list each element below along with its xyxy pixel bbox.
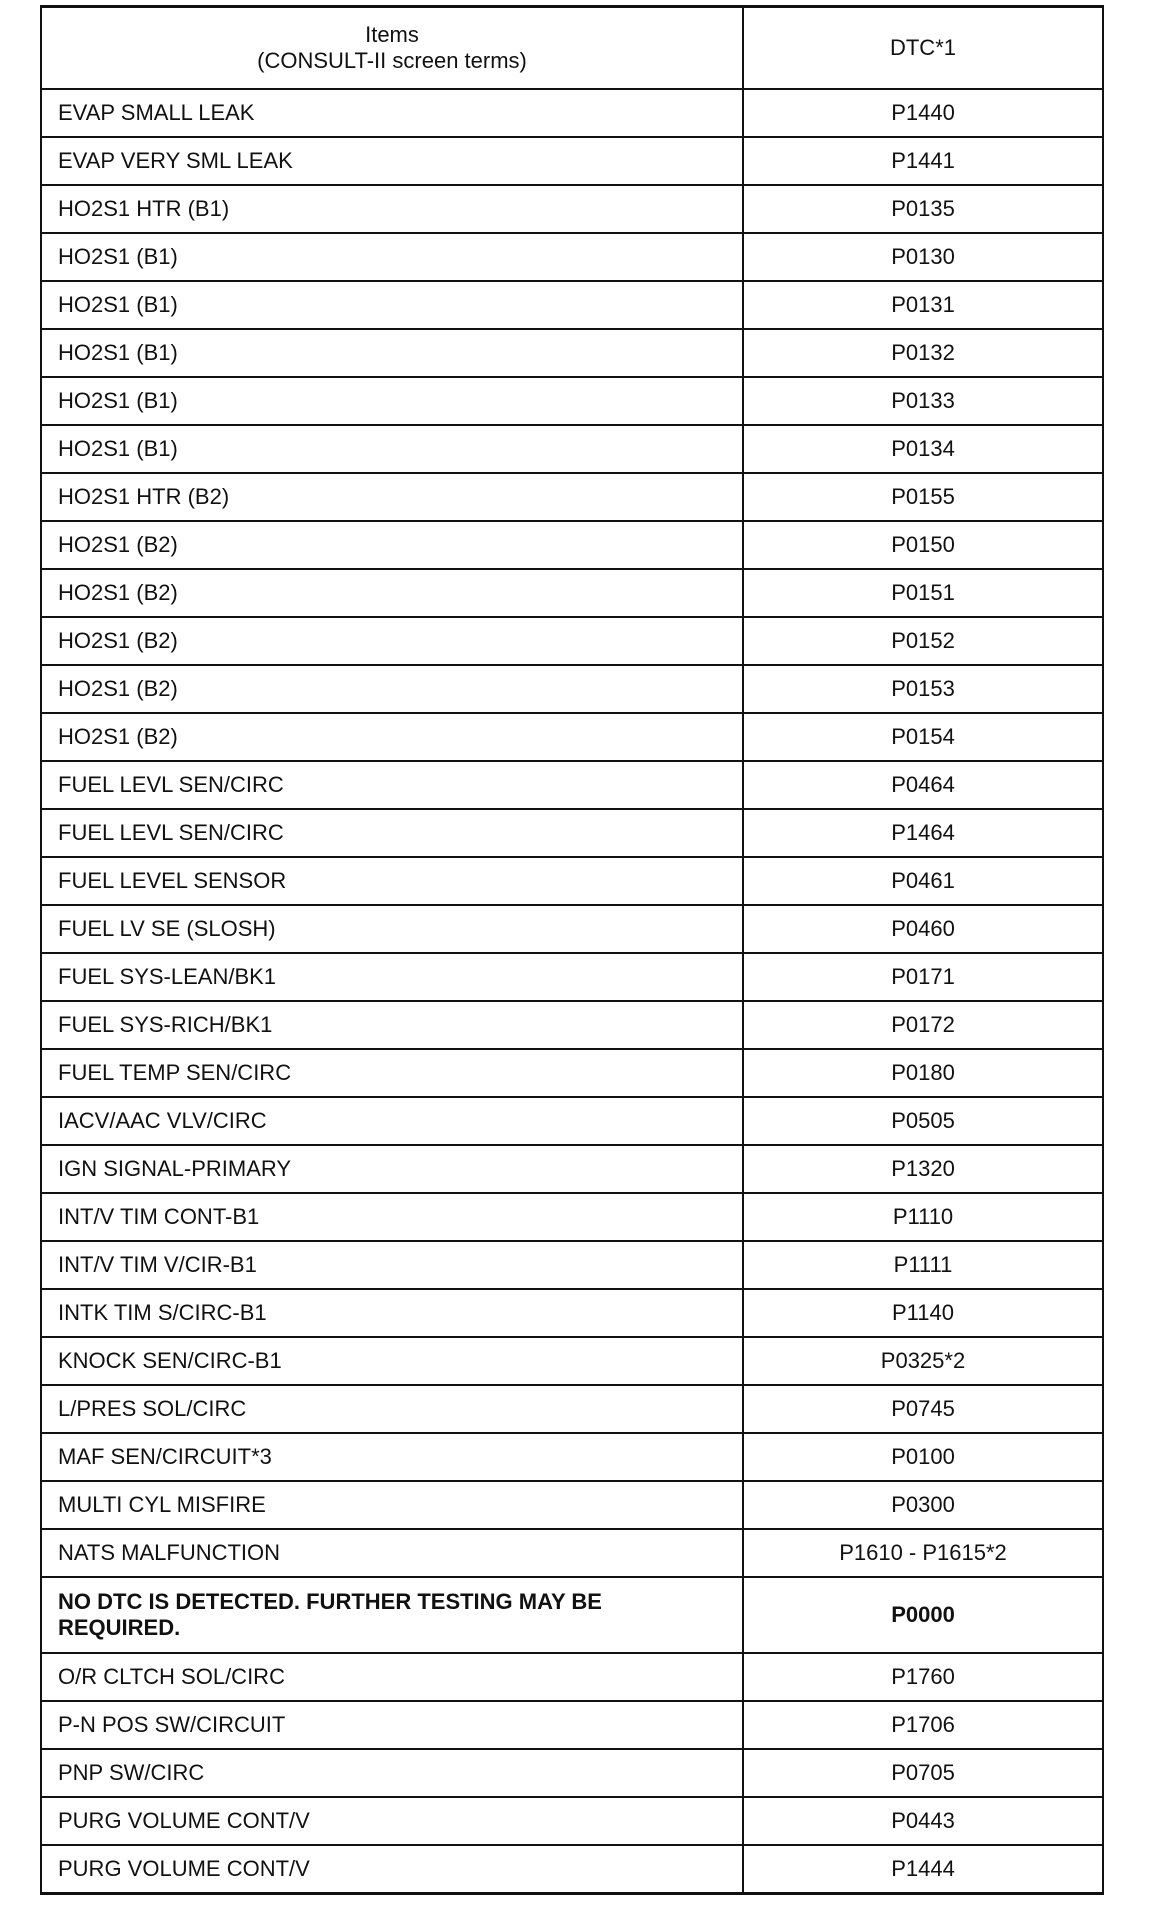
item-cell: HO2S1 (B2): [41, 569, 743, 617]
dtc-cell: P0150: [743, 521, 1103, 569]
item-cell: INTK TIM S/CIRC-B1: [41, 1289, 743, 1337]
dtc-cell: P0131: [743, 281, 1103, 329]
item-cell: NO DTC IS DETECTED. FURTHER TESTING MAY BE REQUIRED.: [41, 1577, 743, 1653]
item-cell: FUEL LEVEL SENSOR: [41, 857, 743, 905]
table-row: [41, 1481, 1103, 1529]
item-cell: INT/V TIM CONT-B1: [41, 1193, 743, 1241]
table-row: [41, 1653, 1103, 1701]
item-cell: HO2S1 HTR (B2): [41, 473, 743, 521]
table-row: [41, 569, 1103, 617]
dtc-cell: P0000: [743, 1577, 1103, 1653]
table-row: [41, 473, 1103, 521]
table-row: [41, 185, 1103, 233]
item-cell: EVAP VERY SML LEAK: [41, 137, 743, 185]
dtc-cell: P1444: [743, 1845, 1103, 1894]
item-cell: MULTI CYL MISFIRE: [41, 1481, 743, 1529]
dtc-cell: P0180: [743, 1049, 1103, 1097]
item-cell: INT/V TIM V/CIR-B1: [41, 1241, 743, 1289]
item-cell: HO2S1 (B1): [41, 377, 743, 425]
table-header: [41, 7, 1103, 90]
dtc-cell: P0325*2: [743, 1337, 1103, 1385]
item-cell: PURG VOLUME CONT/V: [41, 1797, 743, 1845]
item-cell: HO2S1 (B2): [41, 713, 743, 761]
dtc-cell: P1320: [743, 1145, 1103, 1193]
dtc-cell: P1110: [743, 1193, 1103, 1241]
table-row: [41, 1577, 1103, 1653]
item-cell: FUEL LV SE (SLOSH): [41, 905, 743, 953]
dtc-cell: P0172: [743, 1001, 1103, 1049]
item-cell: HO2S1 (B2): [41, 617, 743, 665]
item-cell: IGN SIGNAL-PRIMARY: [41, 1145, 743, 1193]
table-row: [41, 953, 1103, 1001]
table-row: [41, 89, 1103, 137]
dtc-cell: P0152: [743, 617, 1103, 665]
table-row: [41, 857, 1103, 905]
table-row: [41, 1749, 1103, 1797]
table-row: [41, 1049, 1103, 1097]
table-body: [41, 89, 1103, 1894]
table-row: [41, 329, 1103, 377]
table-row: [41, 137, 1103, 185]
item-cell: HO2S1 HTR (B1): [41, 185, 743, 233]
table-row: [41, 1001, 1103, 1049]
dtc-cell: P0460: [743, 905, 1103, 953]
table-row: [41, 1337, 1103, 1385]
table-row: [41, 713, 1103, 761]
item-cell: HO2S1 (B1): [41, 281, 743, 329]
dtc-cell: P0443: [743, 1797, 1103, 1845]
table-row: [41, 377, 1103, 425]
item-cell: KNOCK SEN/CIRC-B1: [41, 1337, 743, 1385]
item-cell: L/PRES SOL/CIRC: [41, 1385, 743, 1433]
item-cell: P-N POS SW/CIRCUIT: [41, 1701, 743, 1749]
table-row: [41, 425, 1103, 473]
item-cell: HO2S1 (B1): [41, 425, 743, 473]
dtc-cell: P1464: [743, 809, 1103, 857]
header-items: [41, 7, 743, 90]
dtc-cell: P0461: [743, 857, 1103, 905]
table-row: [41, 233, 1103, 281]
item-cell: PNP SW/CIRC: [41, 1749, 743, 1797]
dtc-cell: P0300: [743, 1481, 1103, 1529]
table-row: [41, 521, 1103, 569]
table-row: [41, 1289, 1103, 1337]
item-cell: EVAP SMALL LEAK: [41, 89, 743, 137]
table-row: [41, 1433, 1103, 1481]
dtc-cell: P0464: [743, 761, 1103, 809]
table-row: [41, 281, 1103, 329]
table-row: [41, 1145, 1103, 1193]
table-row: [41, 1797, 1103, 1845]
dtc-cell: P0505: [743, 1097, 1103, 1145]
item-cell: FUEL TEMP SEN/CIRC: [41, 1049, 743, 1097]
item-cell: O/R CLTCH SOL/CIRC: [41, 1653, 743, 1701]
dtc-cell: P1441: [743, 137, 1103, 185]
table-row: [41, 1193, 1103, 1241]
dtc-cell: P1140: [743, 1289, 1103, 1337]
header-items-subtitle: (CONSULT-II screen terms): [257, 48, 527, 73]
table-row: [41, 1529, 1103, 1577]
dtc-cell: P0100: [743, 1433, 1103, 1481]
dtc-cell: P0155: [743, 473, 1103, 521]
item-cell: HO2S1 (B1): [41, 329, 743, 377]
dtc-cell: P0153: [743, 665, 1103, 713]
dtc-cell: P1760: [743, 1653, 1103, 1701]
dtc-cell: P1706: [743, 1701, 1103, 1749]
dtc-cell: P0135: [743, 185, 1103, 233]
table-row: [41, 761, 1103, 809]
table-row: [41, 665, 1103, 713]
item-cell: FUEL SYS-RICH/BK1: [41, 1001, 743, 1049]
dtc-cell: P0171: [743, 953, 1103, 1001]
table-row: [41, 617, 1103, 665]
table-row: [41, 1241, 1103, 1289]
item-cell: FUEL LEVL SEN/CIRC: [41, 761, 743, 809]
dtc-cell: P0745: [743, 1385, 1103, 1433]
dtc-cell: P0134: [743, 425, 1103, 473]
table-row: [41, 1097, 1103, 1145]
dtc-cell: P0705: [743, 1749, 1103, 1797]
dtc-cell: P1610 - P1615*2: [743, 1529, 1103, 1577]
dtc-table: [40, 5, 1104, 1895]
table-row: [41, 905, 1103, 953]
table-row: [41, 1845, 1103, 1894]
dtc-cell: P1111: [743, 1241, 1103, 1289]
item-cell: HO2S1 (B1): [41, 233, 743, 281]
dtc-cell: P0132: [743, 329, 1103, 377]
header-items-title: Items: [365, 22, 419, 47]
item-cell: IACV/AAC VLV/CIRC: [41, 1097, 743, 1145]
header-row: [41, 7, 1103, 90]
dtc-cell: P0130: [743, 233, 1103, 281]
item-cell: MAF SEN/CIRCUIT*3: [41, 1433, 743, 1481]
item-cell: FUEL SYS-LEAN/BK1: [41, 953, 743, 1001]
dtc-cell: P0154: [743, 713, 1103, 761]
item-cell: NATS MALFUNCTION: [41, 1529, 743, 1577]
table-row: [41, 1701, 1103, 1749]
item-cell: HO2S1 (B2): [41, 521, 743, 569]
item-cell: HO2S1 (B2): [41, 665, 743, 713]
dtc-cell: P0151: [743, 569, 1103, 617]
table-row: [41, 809, 1103, 857]
item-cell: FUEL LEVL SEN/CIRC: [41, 809, 743, 857]
table-row: [41, 1385, 1103, 1433]
dtc-cell: P1440: [743, 89, 1103, 137]
header-dtc: DTC*1: [743, 7, 1103, 90]
dtc-cell: P0133: [743, 377, 1103, 425]
item-cell: PURG VOLUME CONT/V: [41, 1845, 743, 1894]
